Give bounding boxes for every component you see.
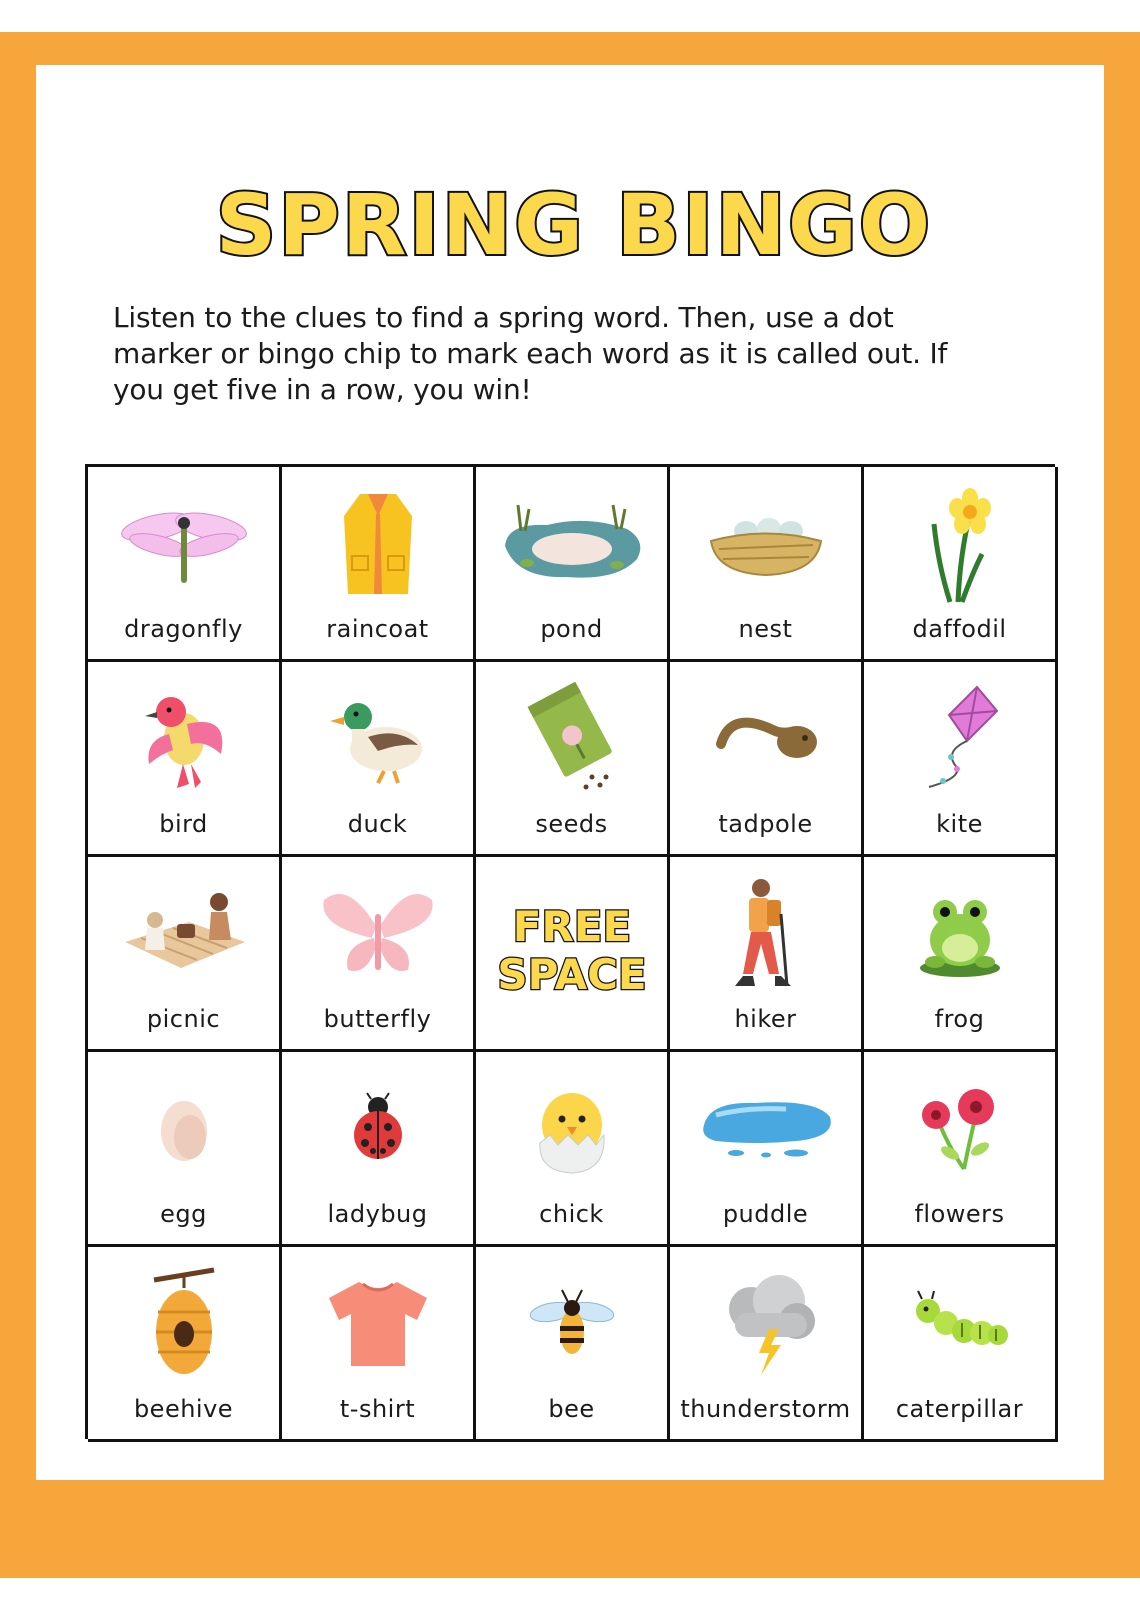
bingo-cell[interactable] — [864, 467, 1058, 662]
puddle-icon — [670, 1066, 861, 1191]
bingo-cell[interactable] — [864, 857, 1058, 1052]
duck-icon — [282, 676, 473, 801]
bingo-cell[interactable] — [88, 1052, 282, 1247]
bingo-cell[interactable] — [670, 857, 864, 1052]
bingo-word: egg — [160, 1200, 207, 1228]
bingo-word: bird — [159, 810, 208, 838]
title-graphic — [215, 168, 933, 274]
bingo-word: hiker — [734, 1005, 797, 1033]
bingo-cell[interactable] — [864, 1247, 1058, 1442]
bingo-word: nest — [738, 615, 793, 643]
bingo-word: ladybug — [327, 1200, 428, 1228]
kite-icon — [864, 676, 1055, 801]
bingo-cell[interactable] — [864, 1052, 1058, 1247]
bingo-cell[interactable] — [476, 1247, 670, 1442]
bingo-cell[interactable] — [476, 467, 670, 662]
bingo-cell[interactable] — [670, 1247, 864, 1442]
bingo-board — [85, 464, 1055, 1439]
bingo-cell[interactable] — [88, 1247, 282, 1442]
bingo-cell[interactable] — [282, 857, 476, 1052]
bingo-word: chick — [539, 1200, 604, 1228]
hiker-icon — [670, 871, 861, 996]
butterfly-icon — [282, 871, 473, 996]
title-text: SPRING BINGO — [215, 176, 933, 274]
instructions-text: Listen to the clues to find a spring word. Then, use a dot marker or bingo chip to mark each word as it is called out. If you get five in a row, you win! — [113, 301, 948, 406]
bingo-word: thunderstorm — [680, 1395, 851, 1423]
chick-icon — [476, 1066, 667, 1191]
t-shirt-icon — [282, 1261, 473, 1386]
bingo-cell[interactable] — [476, 662, 670, 857]
bingo-cell[interactable] — [88, 467, 282, 662]
ladybug-icon — [282, 1066, 473, 1191]
bingo-word: kite — [936, 810, 983, 838]
raincoat-icon — [282, 481, 473, 606]
free-space-text: FREE — [512, 902, 631, 951]
bingo-cell[interactable] — [282, 1247, 476, 1442]
bingo-word: t-shirt — [339, 1395, 416, 1423]
thunderstorm-icon — [670, 1261, 861, 1386]
bingo-word: daffodil — [912, 615, 1007, 643]
bingo-cell[interactable] — [670, 1052, 864, 1247]
bingo-word: bee — [548, 1395, 595, 1423]
frog-icon — [864, 871, 1055, 996]
bingo-word: frog — [934, 1005, 985, 1033]
bingo-word: raincoat — [326, 615, 429, 643]
bingo-word: puddle — [722, 1200, 809, 1228]
picnic-icon — [88, 871, 279, 996]
bingo-word: seeds — [535, 810, 608, 838]
bingo-word: caterpillar — [895, 1395, 1024, 1423]
bingo-word: duck — [347, 810, 408, 838]
free-space-icon — [476, 887, 667, 1017]
bingo-cell[interactable] — [476, 857, 670, 1052]
daffodil-icon — [864, 481, 1055, 606]
free-space-text: SPACE — [496, 950, 647, 999]
bingo-cell[interactable] — [282, 662, 476, 857]
bingo-word: picnic — [146, 1005, 221, 1033]
bingo-cell[interactable] — [476, 1052, 670, 1247]
bingo-word: pond — [540, 615, 603, 643]
bingo-word: tadpole — [718, 810, 813, 838]
bingo-word: beehive — [133, 1395, 234, 1423]
bingo-cell[interactable] — [88, 662, 282, 857]
bingo-word: flowers — [914, 1200, 1005, 1228]
tadpole-icon — [670, 676, 861, 801]
dragonfly-icon — [88, 481, 279, 606]
bingo-cell[interactable] — [88, 857, 282, 1052]
caterpillar-icon — [864, 1261, 1055, 1386]
bingo-word: dragonfly — [124, 615, 243, 643]
bird-icon — [88, 676, 279, 801]
bingo-word: butterfly — [323, 1005, 432, 1033]
bingo-cell[interactable] — [282, 467, 476, 662]
pond-icon — [476, 481, 667, 606]
bingo-cell[interactable] — [864, 662, 1058, 857]
bingo-cell[interactable] — [670, 467, 864, 662]
flowers-icon — [864, 1066, 1055, 1191]
bingo-cell[interactable] — [670, 662, 864, 857]
bee-icon — [476, 1261, 667, 1386]
beehive-icon — [88, 1261, 279, 1386]
nest-icon — [670, 481, 861, 606]
egg-icon — [88, 1066, 279, 1191]
seed-packet-icon — [476, 676, 667, 801]
bingo-cell[interactable] — [282, 1052, 476, 1247]
page-title — [0, 168, 1140, 274]
